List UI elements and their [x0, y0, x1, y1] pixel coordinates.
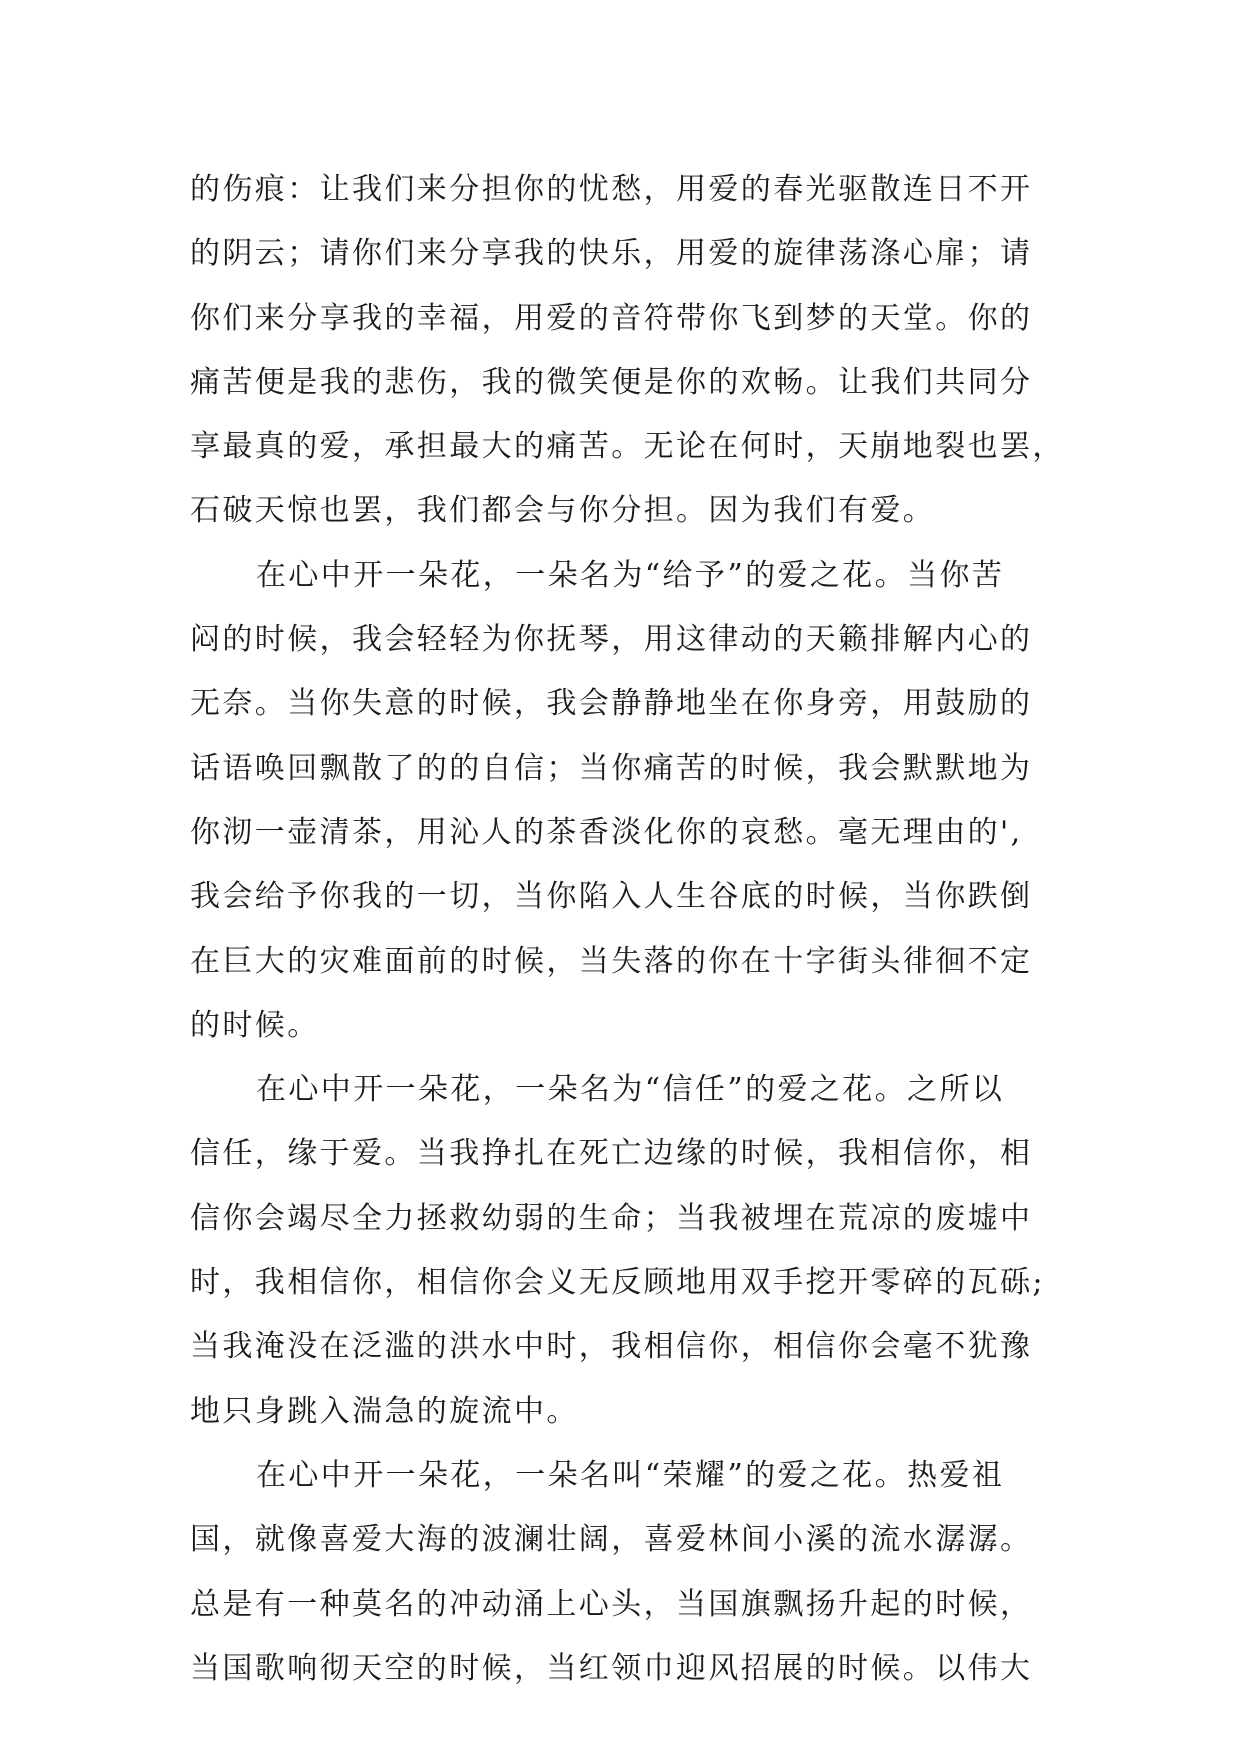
- paragraph-4: [190, 1444, 1060, 1701]
- text-line: 信你会竭尽全力拯救幼弱的生命；当我被埋在荒凉的废墟中: [190, 1200, 1033, 1236]
- text-line: 信任，缘于爱。当我挣扎在死亡边缘的时候，我相信你，相: [190, 1136, 1033, 1172]
- text-line: 的阴云；请你们来分享我的快乐，用爱的旋律荡涤心扉；请: [190, 236, 1033, 272]
- text-line: 的时候。: [190, 1007, 320, 1043]
- text-line: 我会给予你我的一切，当你陷入人生谷底的时候，当你跌倒: [190, 879, 1033, 915]
- text-line: 的伤痕：让我们来分担你的忧愁，用爱的春光驱散连日不开: [190, 172, 1033, 207]
- text-line: 石破天惊也罢，我们都会与你分担。因为我们有爱。: [190, 493, 936, 529]
- text-line: 当我淹没在泛滥的洪水中时，我相信你，相信你会毫不犹豫: [190, 1329, 1033, 1365]
- text-line: 国，就像喜爱大海的波澜壮阔，喜爱林间小溪的流水潺潺。: [190, 1522, 1033, 1558]
- text-line: 时，我相信你，相信你会义无反顾地用双手挖开零碎的瓦砾;: [190, 1265, 1045, 1301]
- text-line: 痛苦便是我的悲伤，我的微笑便是你的欢畅。让我们共同分: [190, 364, 1033, 400]
- paragraph-3: [190, 1058, 1060, 1444]
- text-line: 你们来分享我的幸福，用爱的音符带你飞到梦的天堂。你的: [190, 300, 1033, 336]
- paragraph-2: [190, 544, 1060, 1058]
- text-line: 闷的时候，我会轻轻为你抚琴，用这律动的天籁排解内心的: [190, 622, 1033, 658]
- text-line: 无奈。当你失意的时候，我会静静地坐在你身旁，用鼓励的: [190, 686, 1033, 722]
- text-line: 总是有一种莫名的冲动涌上心头，当国旗飘扬升起的时候，: [190, 1586, 1033, 1622]
- text-line: 你沏一壶清茶，用沁人的茶香淡化你的哀愁。毫无理由的',: [190, 814, 1023, 850]
- text-line: 地只身跳入湍急的旋流中。: [190, 1393, 579, 1429]
- text-line: 在心中开一朵花，一朵名为“信任”的爱之花。之所以: [256, 1072, 1005, 1108]
- text-line: 话语唤回飘散了的的自信；当你痛苦的时候，我会默默地为: [190, 750, 1033, 786]
- paragraph-1: [190, 158, 1065, 544]
- text-line: 在巨大的灾难面前的时候，当失落的你在十字街头徘徊不定: [190, 943, 1033, 979]
- text-line: 享最真的爱，承担最大的痛苦。无论在何时，天崩地裂也罢，: [190, 429, 1065, 465]
- text-line: 当国歌响彻天空的时候，当红领巾迎风招展的时候。以伟大: [190, 1650, 1033, 1686]
- text-line: 在心中开一朵花，一朵名为“给予”的爱之花。当你苦: [256, 557, 1005, 593]
- document-body: [190, 158, 1065, 1701]
- text-line: 在心中开一朵花，一朵名叫“荣耀”的爱之花。热爱祖: [256, 1457, 1005, 1493]
